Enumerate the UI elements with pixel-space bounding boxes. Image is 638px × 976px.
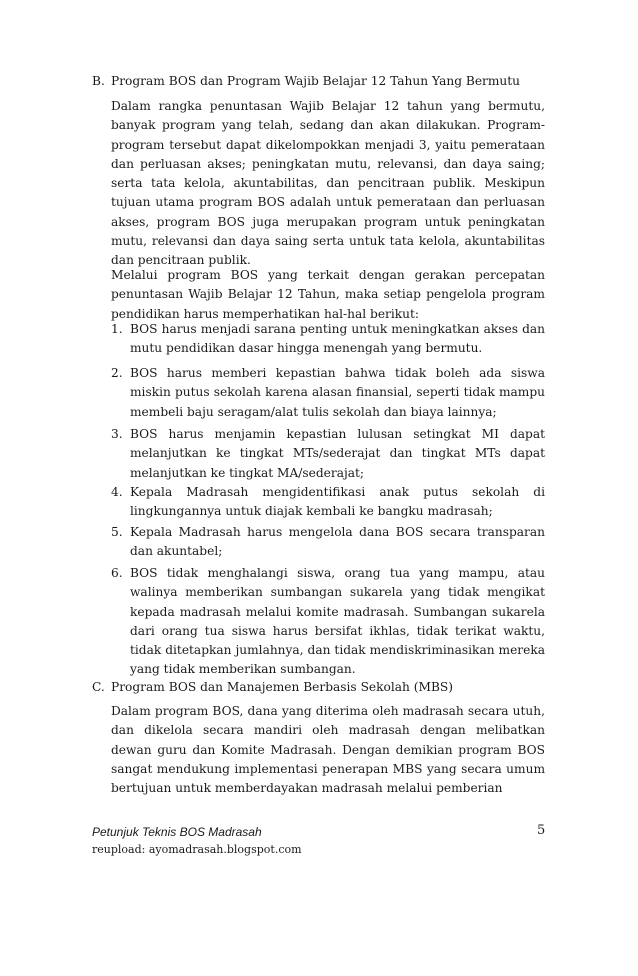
section-b-letter: B. [92, 74, 105, 88]
list-item-number: 2. [111, 366, 123, 380]
list-item-number: 6. [111, 566, 123, 580]
list-item-number: 4. [111, 485, 123, 499]
list-item-text: Kepala Madrasah mengidentifikasi anak putus sekolah di lingkungannya untuk diajak kembali ke bangku madrasah; [130, 485, 545, 519]
page-number: 5 [537, 823, 546, 838]
list-item-text: BOS tidak menghalangi siswa, orang tua yang mampu, atau walinya memberikan sumbangan sukarela yang tidak mengikat kepada madrasah melalui komite madrasah. Sumbangan sukarela dari orang tua siswa harus bersifat ikhlas, tidak terikat waktu, tidak ditetapkan jumlahnya, dan tidak mendiskriminasikan mereka yang tidak memberikan sumbangan. [130, 566, 545, 677]
section-c-paragraph-1: Dalam program BOS, dana yang diterima oleh madrasah secara utuh, dan dikelola secara mandiri oleh madrasah dengan melibatkan dewan guru dan Komite Madrasah. Dengan demikian program BOS sangat mendukung implementasi penerapan MBS yang secara umum bertujuan untuk memberdayakan madrasah melalui pemberian [111, 704, 545, 796]
section-c-heading [92, 677, 562, 697]
list-item-2 [111, 364, 545, 422]
list-item-text: Kepala Madrasah harus mengelola dana BOS secara transparan dan akuntabel; [130, 525, 545, 559]
list-item-1 [111, 320, 545, 359]
section-b-heading [92, 71, 562, 91]
footer-source: reupload: ayomadrasah.blogspot.com [92, 843, 302, 856]
footer-document-title: Petunjuk Teknis BOS Madrasah [92, 825, 262, 839]
list-item-6 [111, 564, 545, 680]
section-b-paragraph-1: Dalam rangka penuntasan Wajib Belajar 12 tahun yang bermutu, banyak program yang telah, sedang dan akan dilakukan. Program-program tersebut dapat dikelompokkan menjadi 3, yaitu pemerataan dan perluasan akses; peningkatan mutu, relevansi, dan daya saing; serta tata kelola, akuntabilitas, dan pencitraan publik. Meskipun tujuan utama program BOS adalah untuk pemerataan dan perluasan akses, program BOS juga merupakan program untuk peningkatan mutu, relevansi dan daya saing serta untuk tata kelola, akuntabilitas dan pencitraan publik. [111, 99, 545, 268]
list-item-number: 5. [111, 525, 123, 539]
list-item-text: BOS harus menjadi sarana penting untuk meningkatkan akses dan mutu pendidikan dasar hingga menengah yang bermutu. [130, 322, 545, 356]
list-item-text: BOS harus memberi kepastian bahwa tidak boleh ada siswa miskin putus sekolah karena alasan finansial, seperti tidak mampu membeli baju seragam/alat tulis sekolah dan biaya lainnya; [130, 366, 545, 419]
list-item-5 [111, 523, 545, 562]
list-item-number: 3. [111, 427, 123, 441]
list-item-number: 1. [111, 322, 123, 336]
section-b-title: Program BOS dan Program Wajib Belajar 12 Tahun Yang Bermutu [111, 74, 521, 88]
list-item-3 [111, 425, 545, 483]
list-item-4 [111, 483, 545, 522]
section-b-paragraph-2: Melalui program BOS yang terkait dengan gerakan percepatan penuntasan Wajib Belajar 12 Tahun, maka setiap pengelola program pendidikan harus memperhatikan hal-hal berikut: [111, 268, 545, 321]
list-item-text: BOS harus menjamin kepastian lulusan setingkat MI dapat melanjutkan ke tingkat MTs/sederajat dan tingkat MTs dapat melanjutkan ke tingkat MA/sederajat; [130, 427, 545, 480]
section-c-title: Program BOS dan Manajemen Berbasis Sekolah (MBS) [111, 680, 454, 694]
section-c-letter: C. [92, 680, 105, 694]
